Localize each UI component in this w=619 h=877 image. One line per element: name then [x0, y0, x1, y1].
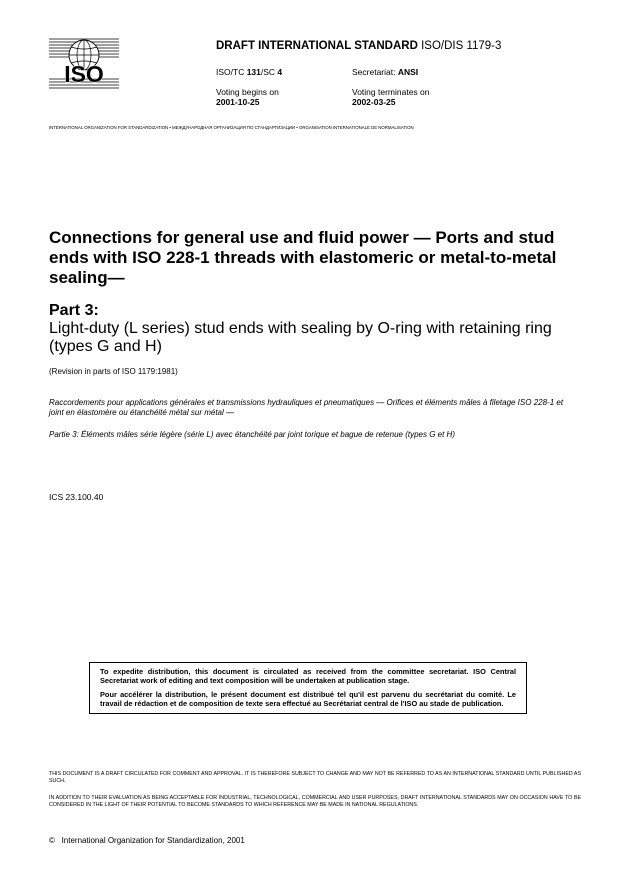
logo-text: ISO	[64, 61, 104, 87]
notice-english: To expedite distribution, this document is circulated as received from the committee secretariat. ISO Central Secretariat work of editing and text composition will be undertaken at publication stage.	[100, 667, 516, 685]
distribution-notice	[89, 662, 527, 714]
voting-terminates-label: Voting terminates on	[352, 87, 430, 97]
voting-begins	[216, 87, 279, 107]
copyright	[49, 836, 245, 845]
ics-code: ICS 23.100.40	[49, 492, 104, 502]
notice-french: Pour accélérer la distribution, le présent document est distribué tel qu'il est parvenu du secrétariat du comité. Le travail de rédaction et de composition de texte sera effectué au Secrétariat central de l'ISO au stade de publication.	[100, 690, 516, 708]
doc-number: ISO/DIS 1179-3	[421, 40, 502, 52]
organization-names: INTERNATIONAL ORGANIZATION FOR STANDARDIZATION • МЕЖДУНАРОДНАЯ ОРГАНИЗАЦИЯ ПО СТАНДАРТИЗАЦИИ • ORGANISATION INTERNATIONALE DE NORMALISATION	[49, 125, 414, 130]
part-label: Part 3:	[49, 302, 99, 319]
disclaimer-regulations: IN ADDITION TO THEIR EVALUATION AS BEING ACCEPTABLE FOR INDUSTRIAL, TECHNOLOGICAL, COMMERCIAL AND USER PURPOSES, DRAFT INTERNATIONAL STANDARDS MAY ON OCCASION HAVE TO BE CONSIDERED IN THE LIGHT OF THEIR POTENTIAL TO BECOME STANDARDS TO WHICH REFERENCE MAY BE MADE IN NATIONAL REGULATIONS.	[49, 795, 581, 808]
iso-logo	[49, 37, 119, 91]
voting-terminates	[352, 87, 430, 107]
voting-terminates-date: 2002-03-25	[352, 97, 396, 107]
part-title: Light-duty (L series) stud ends with sealing by O-ring with retaining ring (types G and H)	[49, 320, 552, 355]
document-title: Connections for general use and fluid power — Ports and stud ends with ISO 228-1 threads with elastomeric or metal-to-metal sealing—	[49, 228, 557, 287]
secretariat: Secretariat: ANSI	[352, 67, 419, 77]
french-part-title: Partie 3: Éléments mâles série légère (série L) avec étanchéité par joint torique et bague de retenue (types G et H)	[49, 430, 455, 439]
copyright-text: International Organization for Standardization, 2001	[61, 836, 245, 845]
french-title: Raccordements pour applications générales et transmissions hydrauliques et pneumatiques — Orifices et éléments mâles à filetage ISO 228-1 et joint en élastomère ou étanchéité métal sur métal —	[49, 398, 564, 417]
revision-note: (Revision in parts of ISO 1179:1981)	[49, 367, 178, 376]
voting-begins-date: 2001-10-25	[216, 97, 260, 107]
disclaimer-draft: THIS DOCUMENT IS A DRAFT CIRCULATED FOR COMMENT AND APPROVAL. IT IS THEREFORE SUBJECT TO CHANGE AND MAY NOT BE REFERRED TO AS AN INTERNATIONAL STANDARD UNTIL PUBLISHED AS SUCH.	[49, 771, 581, 784]
copyright-symbol: ©	[49, 836, 55, 845]
committee: ISO/TC 131/SC 4	[216, 67, 283, 77]
doc-header-title	[216, 40, 501, 52]
doc-type: DRAFT INTERNATIONAL STANDARD	[216, 40, 418, 52]
voting-begins-label: Voting begins on	[216, 87, 279, 97]
